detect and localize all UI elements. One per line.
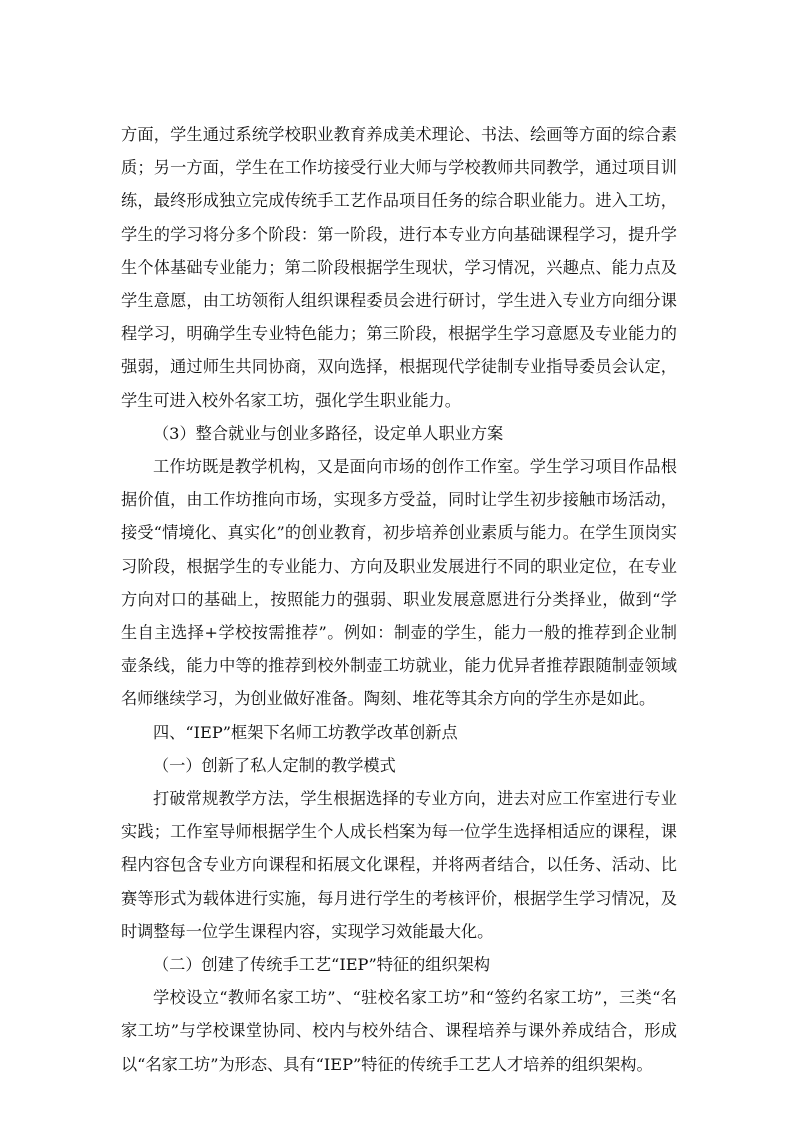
paragraph-custom-teaching: 打破常规教学方法，学生根据选择的专业方向，进去对应工作室进行专业实践；工作室导师根据学生个人成长档案为每一位学生选择相适应的课程，课程内容包含专业方向课程和拓展文化课程，并将两者结合，以任务、活动、比赛等形式为载体进行实施，每月进行学生的考核评价，根据学生学习情况，及时调整每一位学生课程内容，实现学习效能最大化。 bbox=[121, 789, 677, 941]
paragraph-org-structure: 学校设立“教师名家工坊”、“驻校名家工坊”和“签约名家工坊”，三类“名家工坊”与学校课堂协同、校内与校外结合、课程培养与课外养成结合，形成以“名家工坊”为形态、具有“IEP”特征的传统手工艺人才培养的组织架构。 bbox=[121, 988, 677, 1074]
subheading-career-paths: （3）整合就业与创业多路径，设定单人职业方案 bbox=[153, 423, 504, 443]
paragraph-workshop-market: 工作坊既是教学机构，又是面向市场的创作工作室。学生学习项目作品根据价值，由工作坊推向市场，实现多方受益，同时让学生初步接触市场活动，接受“情境化、真实化”的创业教育，初步培养创业素质与能力。在学生顶岗实习阶段，根据学生的专业能力、方向及职业发展进行不同的职业定位，在专业方向对口的基础上，按照能力的强弱、职业发展意愿进行分类择业，做到“学生自主选择+学校按需推荐”。例如：制壶的学生，能力一般的推荐到企业制壶条线，能力中等的推荐到校外制壶工坊就业，能力优异者推荐跟随制壶领域名师继续学习，为创业做好准备。陶刻、堆花等其余方向的学生亦是如此。 bbox=[121, 457, 677, 709]
paragraph-continuation: 方面，学生通过系统学校职业教育养成美术理论、书法、绘画等方面的综合素质；另一方面，学生在工作坊接受行业大师与学校教师共同教学，通过项目训练，最终形成独立完成传统手工艺作品项目任务的综合职业能力。进入工坊，学生的学习将分多个阶段：第一阶段，进行本专业方向基础课程学习，提升学生个体基础专业能力；第二阶段根据学生现状，学习情况，兴趣点、能力点及学生意愿，由工坊领衔人组织课程委员会进行研讨，学生进入专业方向细分课程学习，明确学生专业特色能力；第三阶段，根据学生学习意愿及专业能力的强弱，通过师生共同协商，双向选择，根据现代学徒制专业指导委员会认定，学生可进入校外名家工坊，强化学生职业能力。 bbox=[121, 125, 677, 410]
subheading-org-structure: （二）创建了传统手工艺“IEP”特征的组织架构 bbox=[153, 955, 491, 975]
subheading-custom-teaching: （一）创新了私人定制的教学模式 bbox=[153, 755, 396, 775]
section-heading-innovations: 四、“IEP”框架下名师工坊教学改革创新点 bbox=[153, 722, 458, 742]
body-text bbox=[121, 118, 677, 1081]
